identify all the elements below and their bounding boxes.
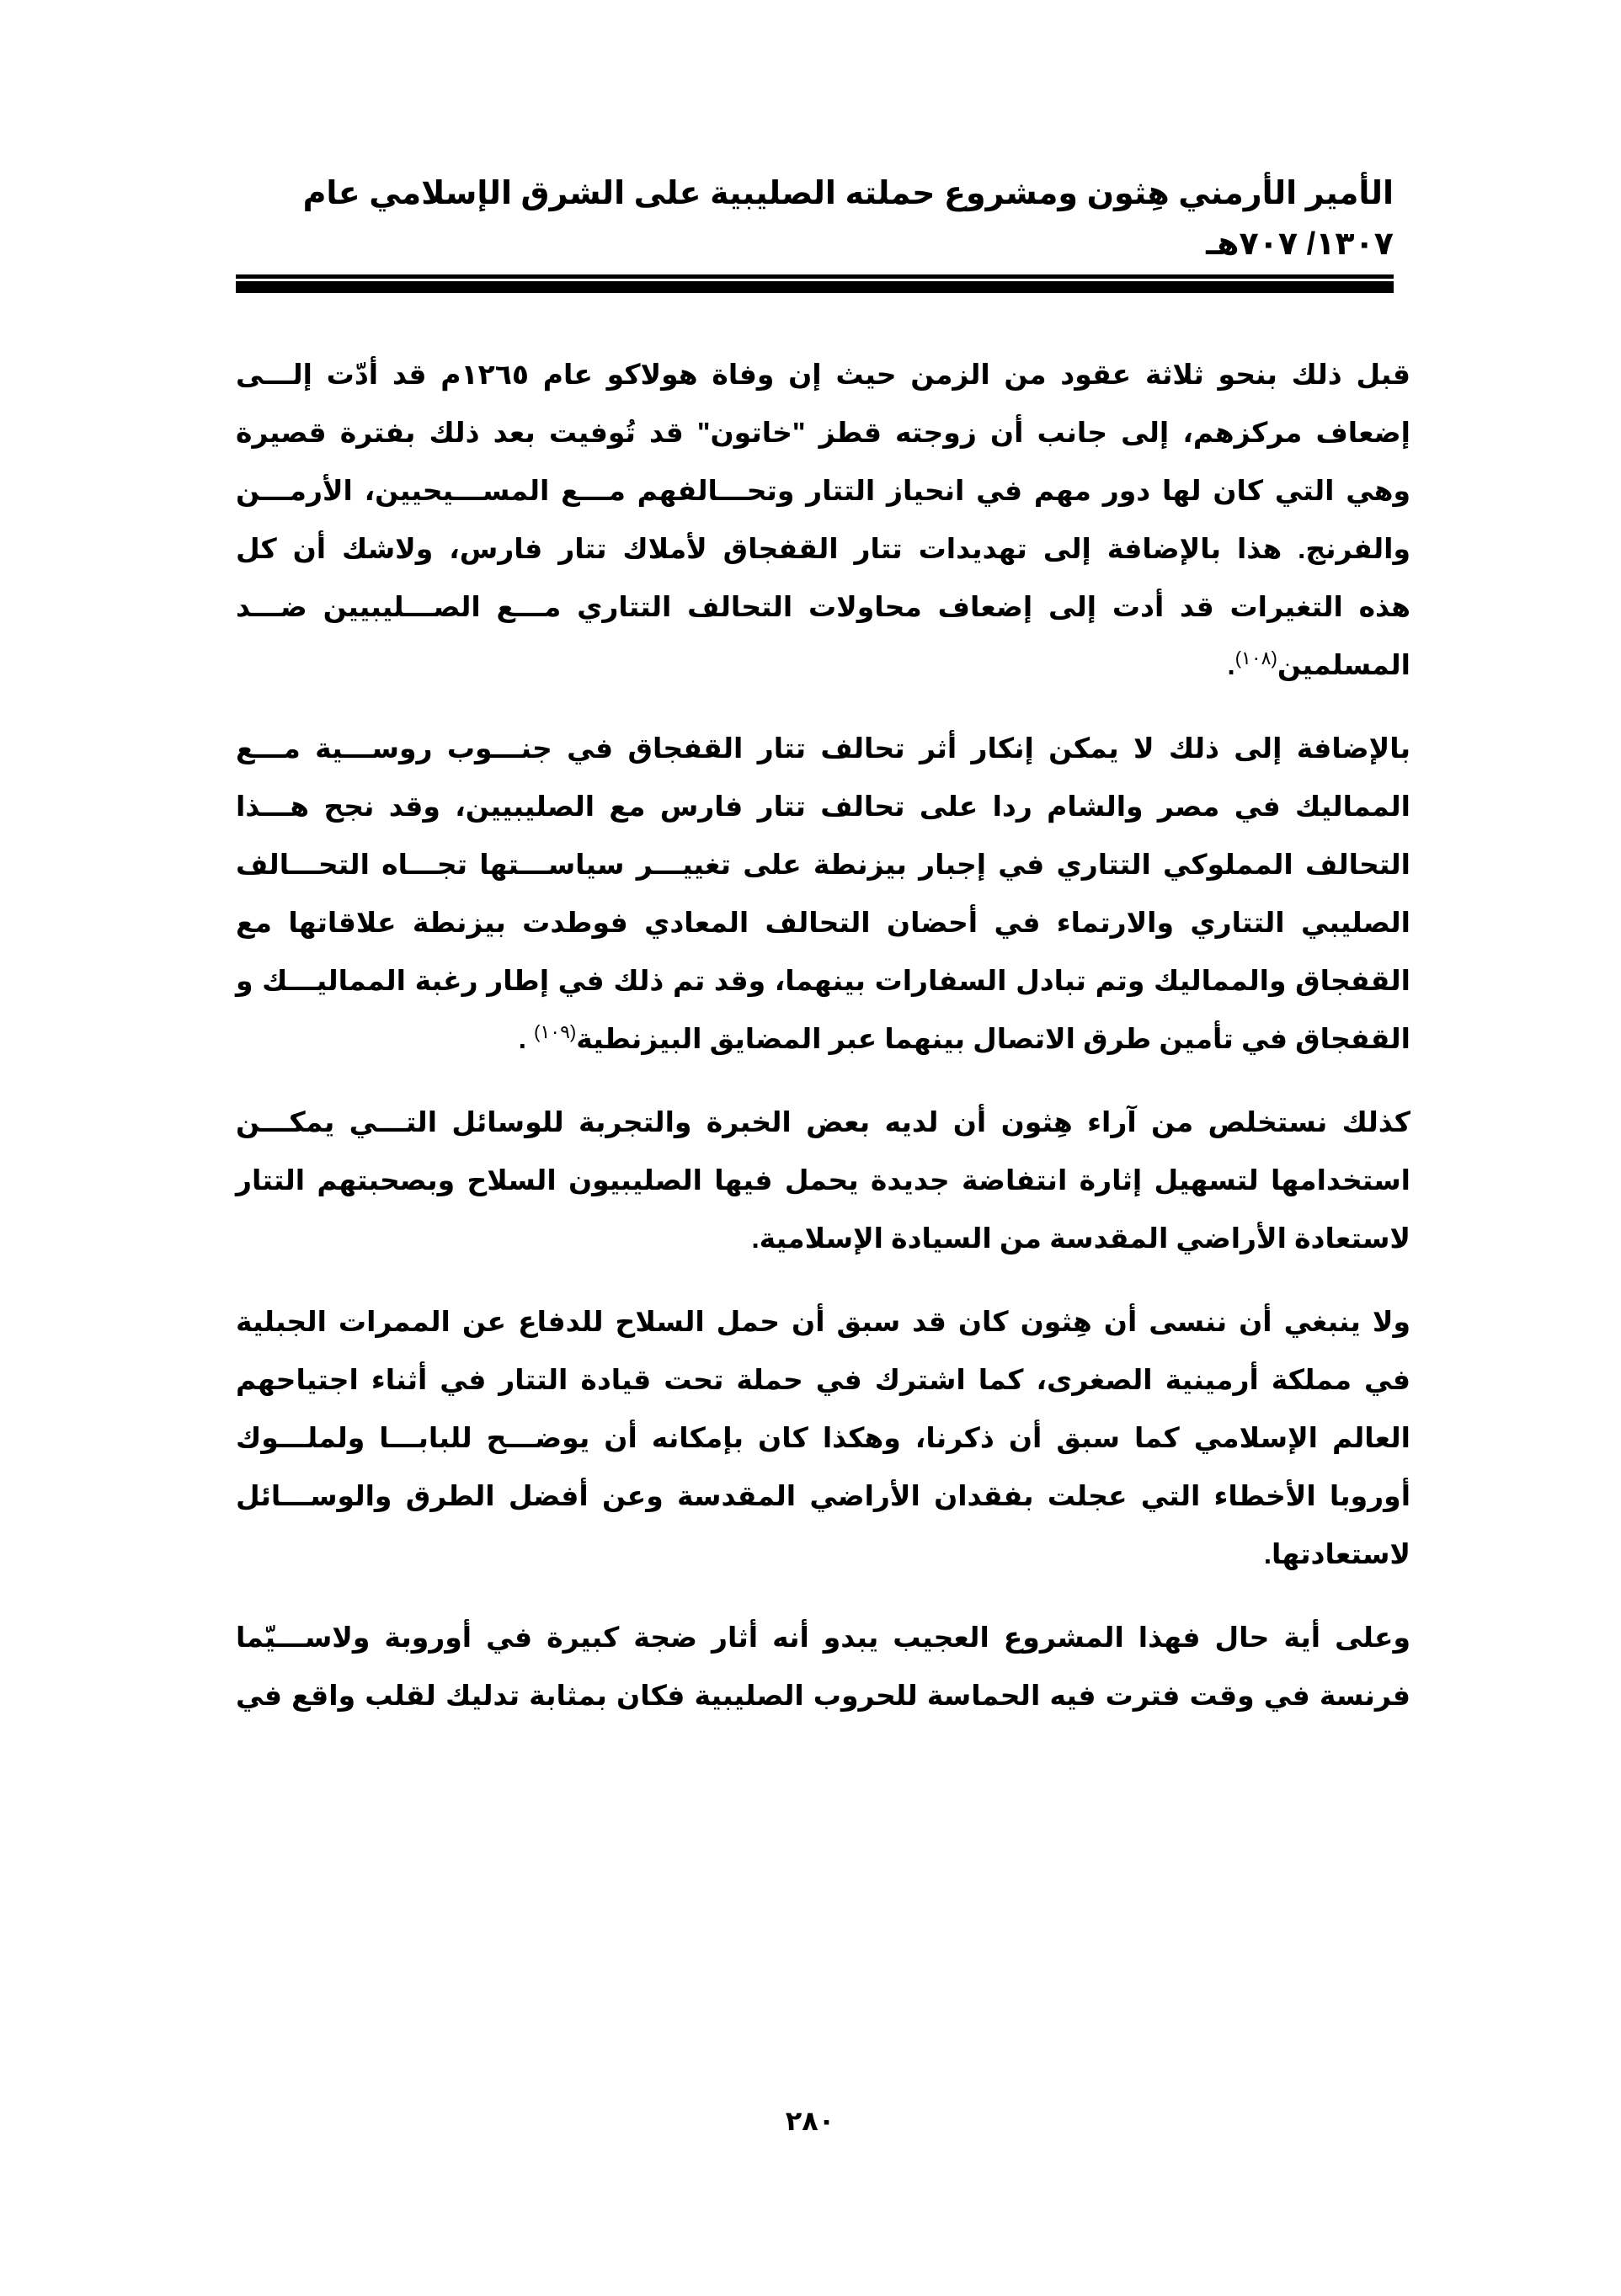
text-line — [236, 636, 1410, 694]
text-line: القفجاق والمماليك وتم تبادل السفارات بينهما، وقد تم ذلك في إطار رغبة المماليـــك و — [236, 965, 1410, 996]
text-line: بالإضافة إلى ذلك لا يمكن إنكار أثر تحالف تتار القفجاق في جنـــوب روســـية مـــع — [236, 732, 1410, 764]
text-line: لاستعادة الأراضي المقدسة من السيادة الإسلامية. — [751, 1223, 1410, 1254]
text-line: كذلك نستخلص من آراء هِثون أن لديه بعض الخبرة والتجربة للوسائل التـــي يمكـــن — [236, 1106, 1410, 1137]
footnote-marker[interactable]: (١٠٩) — [534, 1021, 577, 1042]
header-rule-thick — [236, 281, 1394, 293]
text-line: ولا ينبغي أن ننسى أن هِثون كان قد سبق أن حمل السلاح للدفاع عن الممرات الجبلية — [236, 1306, 1410, 1337]
text-line: التحالف المملوكي التتاري في إجبار بيزنطة على تغييـــر سياســـتها تجـــاه التحـــالف — [236, 849, 1410, 880]
text-line: استخدامها لتسهيل إثارة انتفاضة جديدة يحمل فيها الصليبيون السلاح وبصحبتهم التتار — [236, 1164, 1410, 1196]
paragraph — [236, 719, 1410, 1068]
paragraph — [236, 1093, 1410, 1267]
text-line: فرنسة في وقت فترت فيه الحماسة للحروب الصليبية فكان بمثابة تدليك لقلب واقع في — [236, 1680, 1410, 1711]
text-line: الصليبي التتاري والارتماء في أحضان التحالف المعادي فوطدت بيزنطة علاقاتها مع — [236, 907, 1410, 938]
text-line: المماليك في مصر والشام ردا على تحالف تتار فارس مع الصليبيين، وقد نجح هـــذا — [236, 791, 1410, 822]
text-line: العالم الإسلامي كما سبق أن ذكرنا، وهكذا كان بإمكانه أن يوضـــح للبابـــا ولملـــوك — [236, 1422, 1410, 1453]
body-text — [236, 345, 1410, 1750]
text-line: في مملكة أرمينية الصغرى، كما اشترك في حملة تحت قيادة التتار في أثناء اجتياحهم — [236, 1364, 1410, 1395]
paragraph — [236, 345, 1410, 694]
text-line: أوروبا الأخطاء التي عجلت بفقدان الأراضي المقدسة وعن أفضل الطرق والوســـائل — [236, 1480, 1411, 1511]
text-line — [236, 1009, 1410, 1068]
header-rule-thin — [236, 274, 1394, 279]
paragraph — [236, 1292, 1410, 1583]
header-title: الأمير الأرمني هِثون ومشروع حملته الصليبية على الشرق الإسلامي عام ١٣٠٧/ ٧٠٧هـ — [302, 176, 1394, 262]
paragraph — [236, 1608, 1410, 1724]
text-fragment: القفجاق في تأمين طرق الاتصال بينهما عبر المضايق البيزنطية — [576, 1023, 1410, 1054]
text-line: قبل ذلك بنحو ثلاثة عقود من الزمن حيث إن وفاة هولاكو عام ١٢٦٥م قد أدّت إلـــى — [236, 359, 1410, 390]
text-line: وعلى أية حال فهذا المشروع العجيب يبدو أنه أثار ضجة كبيرة في أوروبة ولاســـيّما — [236, 1622, 1410, 1653]
text-fragment: المسلمين — [1277, 649, 1410, 680]
text-line: لاستعادتها. — [1263, 1538, 1410, 1569]
sentence-end: . — [518, 1023, 535, 1054]
text-line: والفرنج. هذا بالإضافة إلى تهديدات تتار القفجاق لأملاك تتار فارس، ولاشك أن كل — [236, 533, 1410, 564]
footnote-marker[interactable]: (١٠٨) — [1234, 647, 1277, 669]
sentence-end: . — [1227, 649, 1235, 680]
text-line: إضعاف مركزهم، إلى جانب أن زوجته قطز "خاتون" قد تُوفيت بعد ذلك بفترة قصيرة — [236, 417, 1410, 448]
text-line: وهي التي كان لها دور مهم في انحياز التتار وتحـــالفهم مـــع المســـيحيين، الأرمـــن — [236, 475, 1410, 506]
text-line: هذه التغيرات قد أدت إلى إضعاف محاولات التحالف التتاري مـــع الصـــليبيين ضـــد — [236, 591, 1410, 622]
running-header — [236, 168, 1394, 293]
page-number: ٢٨٠ — [785, 2105, 835, 2137]
